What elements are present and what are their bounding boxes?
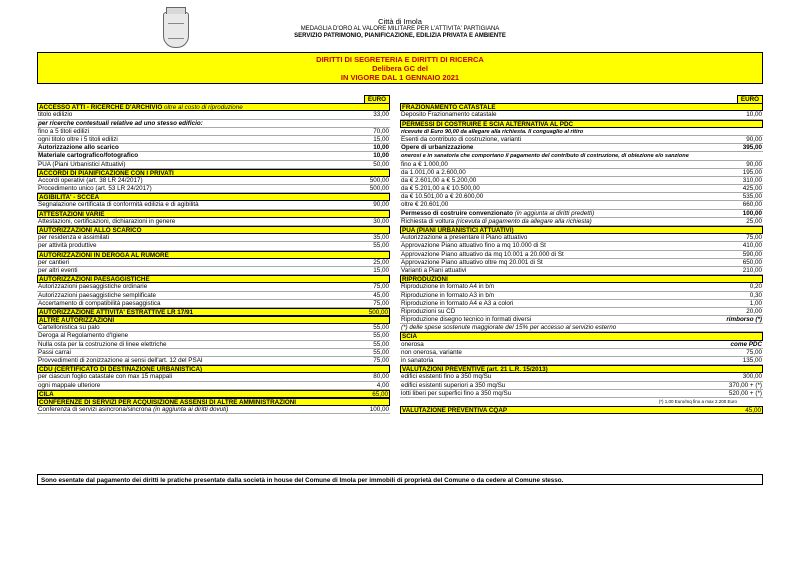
fee-row — [400, 251, 763, 259]
fee-label-note: (in aggiunta ai diritti dovuti) — [153, 406, 229, 414]
fee-label-text: CONFERENZE DI SERVIZI PER ACQUISIZIONE ASSENSI DI ALTRE AMMINISTRAZIONI — [39, 398, 297, 406]
fee-label-text: Permesso di costruire convenzionato — [401, 209, 513, 217]
fee-value: 55,00 — [373, 348, 389, 356]
fee-row — [37, 373, 390, 381]
fee-label — [401, 267, 737, 275]
fee-label — [38, 152, 364, 160]
fee-label-text: non onerosa, variante — [401, 348, 462, 356]
fee-label-text: AUTORIZZAZIONI ALLO SCARICO — [39, 227, 142, 234]
fee-row — [400, 234, 763, 242]
fee-row — [37, 324, 390, 332]
fee-row — [400, 111, 763, 119]
fee-label-text: PERMESSI DI COSTRUIRE E SCIA ALTERNATIVA AL PDC — [402, 120, 574, 128]
fee-value: 35,00 — [373, 234, 389, 242]
fee-row — [400, 300, 763, 308]
fee-value: 0,30 — [749, 291, 762, 299]
fee-label-text: per cantieri — [38, 258, 70, 266]
fee-value: 500,00 — [368, 308, 388, 316]
medal-line: MEDAGLIA D'ORO AL VALORE MILITARE PER L'ATTIVITA' PARTIGIANA — [300, 25, 500, 32]
fee-value: 65,00 — [372, 390, 388, 398]
fee-row — [400, 136, 763, 144]
fee-value: 70,00 — [373, 127, 389, 135]
fee-label-text: edifici esistenti superiori a 350 mq/Su — [401, 381, 506, 389]
fee-row — [37, 152, 390, 160]
fee-value: 55,00 — [373, 242, 389, 250]
fee-value: 75,00 — [746, 348, 762, 356]
fee-label — [38, 292, 364, 300]
fee-value: 55,00 — [373, 332, 389, 340]
fee-label — [401, 308, 737, 316]
fee-row — [37, 144, 390, 152]
fee-label-text: per residenza e assimilati — [38, 234, 110, 242]
fee-value: 410,00 — [742, 242, 762, 250]
fee-label — [401, 251, 737, 259]
fee-label-text: edifici esistenti fino a 350 mq/Su — [401, 373, 492, 381]
fee-row — [400, 267, 763, 275]
fee-value: 590,00 — [742, 250, 762, 258]
fee-row — [400, 341, 763, 349]
exemption-note: Sono esentate dal pagamento dei diritti le pratiche presentate dalla società in house del Comune di Imola per immobili di proprietà del Comune o da cedere al Comune stesso. — [37, 474, 763, 485]
fee-label-text: da € 2.601,00 a € 5.200,00 — [401, 176, 477, 184]
fee-row — [400, 128, 763, 136]
fee-label-text: per ciascun foglio catastale con max 15 mappali — [38, 373, 173, 381]
fee-value: 90,00 — [373, 201, 389, 209]
fee-label-text: Procedimento unico (art. 53 LR 24/2017) — [38, 185, 152, 193]
fee-label-text: VALUTAZIONE PREVENTIVA CQAP — [402, 407, 508, 415]
fee-value: 4,00 — [376, 381, 389, 389]
fee-label — [401, 152, 737, 160]
fee-label — [401, 398, 737, 406]
fee-row — [400, 201, 763, 209]
fee-label-note: (in aggiunta ai diritti predetti) — [514, 209, 595, 217]
fee-label-text: ALTRE AUTORIZZAZIONI — [39, 317, 115, 325]
fee-label — [401, 373, 737, 381]
fee-row — [37, 259, 390, 267]
fee-label — [38, 324, 364, 332]
fee-label-text: Attestazioni, certificazioni, dichiarazioni in genere — [38, 217, 176, 225]
fee-row — [37, 161, 390, 169]
fee-value: 90,00 — [746, 160, 762, 168]
fee-label — [401, 349, 737, 357]
fee-label-text: Richiesta di voltura — [401, 217, 455, 225]
fee-value: 135,00 — [742, 357, 762, 364]
section-header — [400, 226, 763, 234]
fee-row — [37, 136, 390, 144]
fee-row — [400, 324, 763, 332]
fee-label — [401, 259, 737, 267]
fee-row — [400, 357, 763, 365]
title-line-1: DIRITTI DI SEGRETERIA E DIRITTI DI RICERCA — [316, 55, 484, 64]
fee-row — [37, 234, 390, 242]
section-header — [37, 193, 390, 201]
fee-label-text: Segnalazione certificata di conformità edilizia e di agibilità — [38, 201, 199, 209]
fee-label-text: Passi carrai — [38, 348, 71, 356]
fee-row — [400, 316, 763, 324]
fee-row — [37, 111, 390, 119]
section-header — [400, 120, 763, 128]
section-header — [400, 275, 763, 283]
fee-value: 650,00 — [742, 258, 762, 266]
fee-value: 520,00 + (*) — [728, 389, 762, 397]
section-header — [37, 251, 390, 259]
fee-value: 370,00 + (*) — [728, 381, 762, 389]
fee-label-text: AUTORIZZAZIONE ATTIVITA' ESTRATTIVE LR 17/91 — [39, 308, 194, 316]
fee-row — [37, 300, 390, 308]
fee-label-text: AGIBILITA' - SCCEA — [39, 194, 100, 202]
fee-value: 100,00 — [742, 209, 762, 217]
right-currency-row — [400, 95, 763, 103]
fee-label — [401, 111, 737, 119]
fee-label-text: VALUTAZIONI PREVENTIVE (art. 21 L.R. 15/2013) — [402, 366, 548, 374]
fee-value: 90,00 — [746, 135, 762, 143]
fee-row — [400, 390, 763, 398]
title-line-2: Delibera GC del — [372, 64, 428, 73]
fee-label-text: ogni mappale ulteriore — [38, 381, 101, 389]
fee-label — [401, 316, 737, 324]
fee-label — [401, 128, 737, 136]
fee-label-text: da 1.001,00 a 2.600,00 — [401, 168, 466, 176]
fee-label-text: per attività produttive — [38, 242, 97, 250]
fee-label-text: Accordi operativi (art. 38 LR 24/2017) — [38, 176, 143, 184]
fee-label — [38, 242, 364, 250]
fee-label — [38, 373, 364, 381]
fee-label — [401, 218, 737, 226]
fee-value: 55,00 — [373, 340, 389, 348]
fee-row — [37, 332, 390, 340]
title-line-3: IN VIGORE DAL 1 GENNAIO 2021 — [340, 73, 460, 82]
fee-value: 30,00 — [373, 217, 389, 225]
fee-label-text: onerosa — [401, 340, 424, 348]
fee-row — [37, 185, 390, 193]
fee-label-text: oltre € 20.601,00 — [401, 201, 449, 209]
fee-label — [38, 341, 364, 349]
fee-label-text: AUTORIZZAZIONI PAESAGGISTICHE — [39, 276, 150, 284]
fee-label — [38, 177, 364, 185]
fee-label — [401, 283, 737, 291]
title-box — [37, 52, 763, 84]
fee-label — [401, 300, 737, 308]
fee-label-text: lotti liberi per superfici fino a 350 mq/Su — [401, 389, 512, 397]
fee-label — [401, 382, 737, 390]
section-header — [37, 169, 390, 177]
fee-label-text: per ricerche contestuali relative ad uno stesso edificio: — [38, 119, 203, 127]
document-header — [230, 18, 570, 41]
fee-value: 15,00 — [373, 135, 389, 143]
fee-label-text: Riproduzione in formato A4 in b/n — [401, 283, 495, 291]
fee-label-text: CDU (CERTIFICATO DI DESTINAZIONE URBANISTICA) — [39, 366, 203, 374]
fee-row — [400, 185, 763, 193]
fee-value: 210,00 — [742, 266, 762, 274]
fee-label-text: AUTORIZZAZIONI IN DEROGA AL RUMORE — [39, 251, 169, 259]
section-header — [37, 226, 390, 234]
fee-label-text: Opere di urbanizzazione — [401, 144, 474, 152]
fee-value: 45,00 — [373, 291, 389, 299]
fee-label — [401, 242, 737, 250]
fee-value: 25,00 — [373, 258, 389, 266]
fee-label — [38, 406, 364, 414]
fee-label — [38, 218, 364, 226]
fee-label — [38, 300, 364, 308]
fee-label — [38, 144, 364, 152]
fee-row — [400, 169, 763, 177]
fee-label-text: Nulla osta per la costruzione di linee elettriche — [38, 340, 167, 348]
fee-value: rimborso (*) — [726, 316, 762, 324]
fee-value: 80,00 — [373, 373, 389, 381]
fee-row — [37, 406, 390, 414]
section-header — [37, 398, 390, 406]
fee-row — [37, 267, 390, 275]
section-header — [400, 332, 763, 340]
fee-row — [400, 292, 763, 300]
fee-label — [401, 357, 737, 365]
section-header — [37, 316, 390, 324]
fee-value: 15,00 — [373, 266, 389, 274]
fee-value: 100,00 — [369, 406, 389, 414]
fee-row — [37, 177, 390, 185]
fee-row — [400, 193, 763, 201]
fee-label — [38, 267, 364, 275]
fee-label — [401, 161, 737, 169]
fee-value: 75,00 — [373, 283, 389, 291]
fee-row — [400, 218, 763, 226]
fee-value: 10,00 — [746, 111, 762, 119]
fee-row — [37, 349, 390, 357]
fee-label-text: da € 10.501,00 a € 20.600,00 — [401, 193, 484, 201]
fee-label — [38, 234, 364, 242]
fee-label-text: ogni titolo oltre i 5 titoli edilizi — [38, 135, 118, 143]
fee-label-text: ACCORDI DI PIANIFICAZIONE CON I PRIVATI — [39, 169, 174, 177]
fee-row — [400, 308, 763, 316]
fee-label-text: Deposito Frazionamento catastale — [401, 111, 497, 119]
fee-row — [37, 128, 390, 136]
fee-label-text: CILA — [39, 390, 54, 398]
fee-label-note: (ricevuta di pagamento da allegare alla richiesta) — [455, 217, 592, 225]
fee-label-text: (*) 1,00 Euro/mq fino a max 2.200 Euro — [658, 398, 737, 404]
fee-label — [38, 111, 364, 119]
fee-row — [400, 373, 763, 381]
fee-row — [37, 357, 390, 365]
section-header — [37, 390, 390, 398]
fee-label — [401, 390, 737, 398]
fee-label — [401, 341, 737, 349]
section-header — [400, 365, 763, 373]
section-header — [400, 406, 763, 414]
fee-label-text: RIPRODUZIONI — [402, 276, 448, 284]
section-header — [37, 210, 390, 218]
fee-row — [400, 398, 763, 406]
fee-row — [400, 144, 763, 152]
fee-value: 500,00 — [369, 185, 389, 193]
fee-row — [37, 242, 390, 250]
fee-label-text: Varianti a Piani attuativi — [401, 266, 467, 274]
fee-label — [401, 201, 737, 209]
section-header — [400, 103, 763, 111]
fee-label-text: Accertamento di compatibilità paesaggistica — [38, 299, 161, 307]
fee-label-text: Approvazione Piano attuativo da mq 10.001 a 20.000 di St — [401, 250, 564, 258]
section-header — [37, 308, 390, 316]
fee-label-text: fino a 5 titoli edilizi — [38, 127, 90, 135]
fee-label-text: (*) delle spese sostenute maggiorate del 15% per accesso al servizio esterno — [401, 324, 617, 332]
left-fee-table — [37, 95, 390, 414]
fee-label — [38, 136, 364, 144]
fee-value: 25,00 — [746, 217, 762, 225]
fee-value: 55,00 — [373, 324, 389, 332]
fee-value: 425,00 — [742, 185, 762, 193]
fee-row — [400, 259, 763, 267]
fee-label-text: Conferenza di servizi asincrona/sincrona — [38, 406, 152, 414]
fee-value: 10,00 — [373, 152, 389, 160]
currency-header: EURO — [364, 95, 390, 103]
fee-row — [37, 382, 390, 390]
fee-label-text: Autorizzazioni paesaggistiche ordinarie — [38, 283, 148, 291]
fee-value: 300,00 — [742, 373, 762, 381]
fee-label-text: Riproduzioni su CD — [401, 307, 456, 315]
currency-header: EURO — [737, 95, 763, 103]
fee-row — [37, 120, 390, 128]
fee-value: come PDC — [730, 340, 762, 348]
fee-label-text: in sanatoria — [401, 357, 434, 364]
fee-row — [400, 210, 763, 218]
fee-row — [37, 201, 390, 209]
fee-label-text: Autorizzazione allo scarico — [38, 144, 119, 152]
fee-label — [401, 193, 737, 201]
fee-value: 75,00 — [746, 234, 762, 242]
fee-row — [37, 218, 390, 226]
fee-label-text: ACCESSO ATTI - RICERCHE D'ARCHIVIO — [39, 104, 163, 112]
fee-row — [37, 341, 390, 349]
right-fee-table — [400, 95, 763, 414]
fee-label — [38, 161, 364, 169]
fee-row — [400, 283, 763, 291]
fee-label — [38, 357, 364, 365]
fee-label — [401, 144, 737, 152]
fee-label-text: ricevute di Euro 90,00 da allegare alla richiesta. Il conguaglio al ritiro — [401, 128, 584, 135]
fee-label-text: SCIA — [402, 333, 418, 341]
fee-label — [401, 185, 737, 193]
section-header — [37, 103, 390, 111]
fee-label — [401, 210, 737, 218]
fee-label-text: Riproduzione in formato A3 in b/n — [401, 291, 495, 299]
fee-value: 500,00 — [369, 176, 389, 184]
fee-label-text: Approvazione Piano attuativo fino a mq 10.000 di St — [401, 242, 546, 250]
fee-label-text: Riproduzione disegno tecnico in formati diversi — [401, 316, 532, 324]
fee-row — [400, 152, 763, 160]
fee-label-text: Deroga al Regolamento d'Igiene — [38, 332, 129, 340]
fee-label — [402, 407, 736, 415]
fee-label — [38, 283, 364, 291]
fee-value: 1,00 — [749, 299, 762, 307]
city-emblem-icon — [163, 12, 189, 48]
fee-label-text: FRAZIONAMENTO CATASTALE — [402, 104, 496, 112]
fee-value: 20,00 — [746, 307, 762, 315]
fee-label-text: Autorizzazione a presentare il Piano attuativo — [401, 234, 528, 242]
fee-label-text: da € 5.201,00 a € 10.500,00 — [401, 185, 480, 193]
fee-label-text: Esenti da contributo di costruzione, varianti — [401, 135, 522, 143]
fee-value: 660,00 — [742, 201, 762, 209]
city-name: Città di Imola — [378, 17, 422, 26]
fee-label-text: Cartellonistica su palo — [38, 324, 100, 332]
fee-label-text: Approvazione Piano attuativo oltre mq 20.001 di St — [401, 258, 543, 266]
fee-label — [38, 382, 364, 390]
fee-label-text: PUA (PIANI URBANISTICI ATTUATIVI) — [402, 227, 514, 234]
fee-label-note: oltre al costo di riproduzione — [164, 104, 243, 112]
fee-label — [401, 234, 737, 242]
fee-label — [38, 332, 364, 340]
fee-label — [38, 201, 364, 209]
fee-value: 310,00 — [742, 176, 762, 184]
service-line: SERVIZIO PATRIMONIO, PIANIFICAZIONE, EDILIZIA PRIVATA E AMBIENTE — [294, 33, 506, 39]
fee-row — [400, 382, 763, 390]
fee-row — [400, 161, 763, 169]
fee-label-text: Autorizzazioni paesaggistiche semplificate — [38, 291, 156, 299]
fee-label — [401, 169, 737, 177]
fee-value: 395,00 — [742, 144, 762, 152]
fee-label — [38, 185, 364, 193]
fee-label — [401, 292, 737, 300]
fee-value: 0,20 — [749, 283, 762, 291]
fee-value: 195,00 — [742, 168, 762, 176]
fee-value: 45,00 — [745, 407, 761, 415]
fee-label-text: ATTESTAZIONI VARIE — [39, 210, 105, 218]
fee-label-text: per altri eventi — [38, 266, 78, 274]
fee-label — [38, 259, 364, 267]
fee-label-text: onerosi e in sanatoria che comportano il pagamento del contributo di costruzione, di obiezione e/o sanzione — [401, 153, 689, 160]
fee-label-text: Riproduzione in formato A4 e A3 a colori — [401, 299, 514, 307]
left-currency-row — [37, 95, 390, 103]
fee-label-text: titolo edilizio — [38, 111, 73, 119]
fee-value: 75,00 — [373, 299, 389, 307]
fee-label — [401, 177, 737, 185]
section-header — [37, 365, 390, 373]
section-header — [37, 275, 390, 283]
fee-row — [400, 177, 763, 185]
fee-row — [37, 283, 390, 291]
fee-label-text: Materiale cartografico/fotografico — [38, 152, 139, 160]
fee-value: 535,00 — [742, 193, 762, 201]
fee-value: 75,00 — [373, 357, 389, 364]
fee-value: 33,00 — [373, 111, 389, 119]
fee-label — [38, 120, 364, 128]
fee-row — [400, 242, 763, 250]
fee-label-text: fino a € 1.000,00 — [401, 160, 448, 168]
fee-row — [400, 349, 763, 357]
fee-label — [401, 136, 737, 144]
fee-value: 50,00 — [373, 160, 389, 168]
fee-label-text: Provvedimenti di zonizzazione ai sensi dell'art. 12 del PSAI — [38, 357, 203, 364]
fee-value: 10,00 — [373, 144, 389, 152]
fee-label — [38, 349, 364, 357]
fee-label-text: PUA (Piani Urbanistici Attuativi) — [38, 160, 126, 168]
fee-label — [38, 128, 364, 136]
fee-label — [401, 324, 737, 332]
fee-row — [37, 292, 390, 300]
